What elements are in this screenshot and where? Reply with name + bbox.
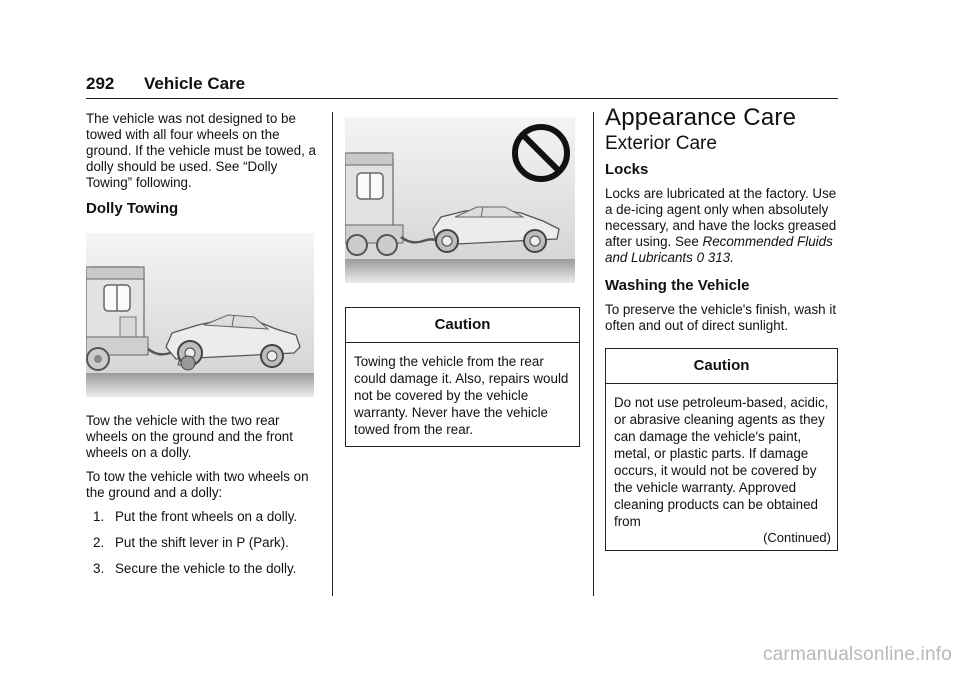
page-number: 292 <box>86 74 115 93</box>
section-title: Vehicle Care <box>144 74 246 93</box>
washing-paragraph: To preserve the vehicle's finish, wash it often and out of direct sunlight. <box>605 302 837 333</box>
locks-heading: Locks <box>605 161 649 178</box>
appearance-care-heading: Appearance Care <box>605 104 797 131</box>
locks-page-ref: 0 313. <box>696 250 734 265</box>
exterior-care-heading: Exterior Care <box>605 133 717 154</box>
list-item <box>86 561 322 577</box>
step-number: 2. <box>93 535 105 550</box>
caution-box-rear-towing <box>345 307 580 447</box>
recommended-fluids-link[interactable]: Recommended Fluids and Lubricants <box>605 234 833 265</box>
dolly-towing-heading: Dolly Towing <box>86 200 179 217</box>
rear-towing-prohibited-illustration <box>345 117 575 289</box>
caution-title: Caution <box>346 308 579 343</box>
step-number: 3. <box>93 561 105 576</box>
column-2 <box>345 117 580 447</box>
column-divider-right <box>593 112 594 596</box>
step-text: Put the front wheels on a dolly. <box>115 509 298 524</box>
column-1 <box>86 111 322 587</box>
list-item <box>86 509 322 525</box>
column-3 <box>605 104 838 551</box>
dolly-paragraph-2: To tow the vehicle with two wheels on the ground and a dolly: <box>86 469 309 500</box>
locks-paragraph <box>605 186 838 266</box>
page-header <box>86 72 838 99</box>
dolly-steps-list <box>86 509 322 577</box>
step-number: 1. <box>93 509 105 524</box>
column-divider-left <box>332 112 333 596</box>
dolly-paragraph-1: Tow the vehicle with the two rear wheels on the ground and the front wheels on a dolly. <box>86 413 293 460</box>
continued-label: (Continued) <box>763 530 831 545</box>
dolly-towing-illustration <box>86 225 314 403</box>
caution-text: Towing the vehicle from the rear could damage it. Also, repairs would not be covered by the vehicle warranty. Never have the vehicle towed from the rear. <box>354 354 569 437</box>
step-text: Secure the vehicle to the dolly. <box>115 561 297 576</box>
caution-text: Do not use petroleum-based, acidic, or abrasive cleaning agents as they can damage the vehicle's paint, metal, or plastic parts. If damage occurs, it would not be covered by the vehicle warranty. Approved cleaning products can be obtained from <box>614 395 829 529</box>
caution-title: Caution <box>606 349 837 384</box>
step-text: Put the shift lever in P (Park). <box>115 535 289 550</box>
locks-text: Locks are lubricated at the factory. Use a de-icing agent only when absolutely necessary, and have the locks greased after using. See <box>605 186 837 249</box>
watermark: carmanualsonline.info <box>762 644 952 665</box>
caution-box-cleaning <box>605 348 838 551</box>
list-item <box>86 535 322 551</box>
washing-heading: Washing the Vehicle <box>605 277 750 294</box>
intro-paragraph: The vehicle was not designed to be towed with all four wheels on the ground. If the vehicle must be towed, a dolly should be used. See “Dolly Towing” following. <box>86 111 317 190</box>
